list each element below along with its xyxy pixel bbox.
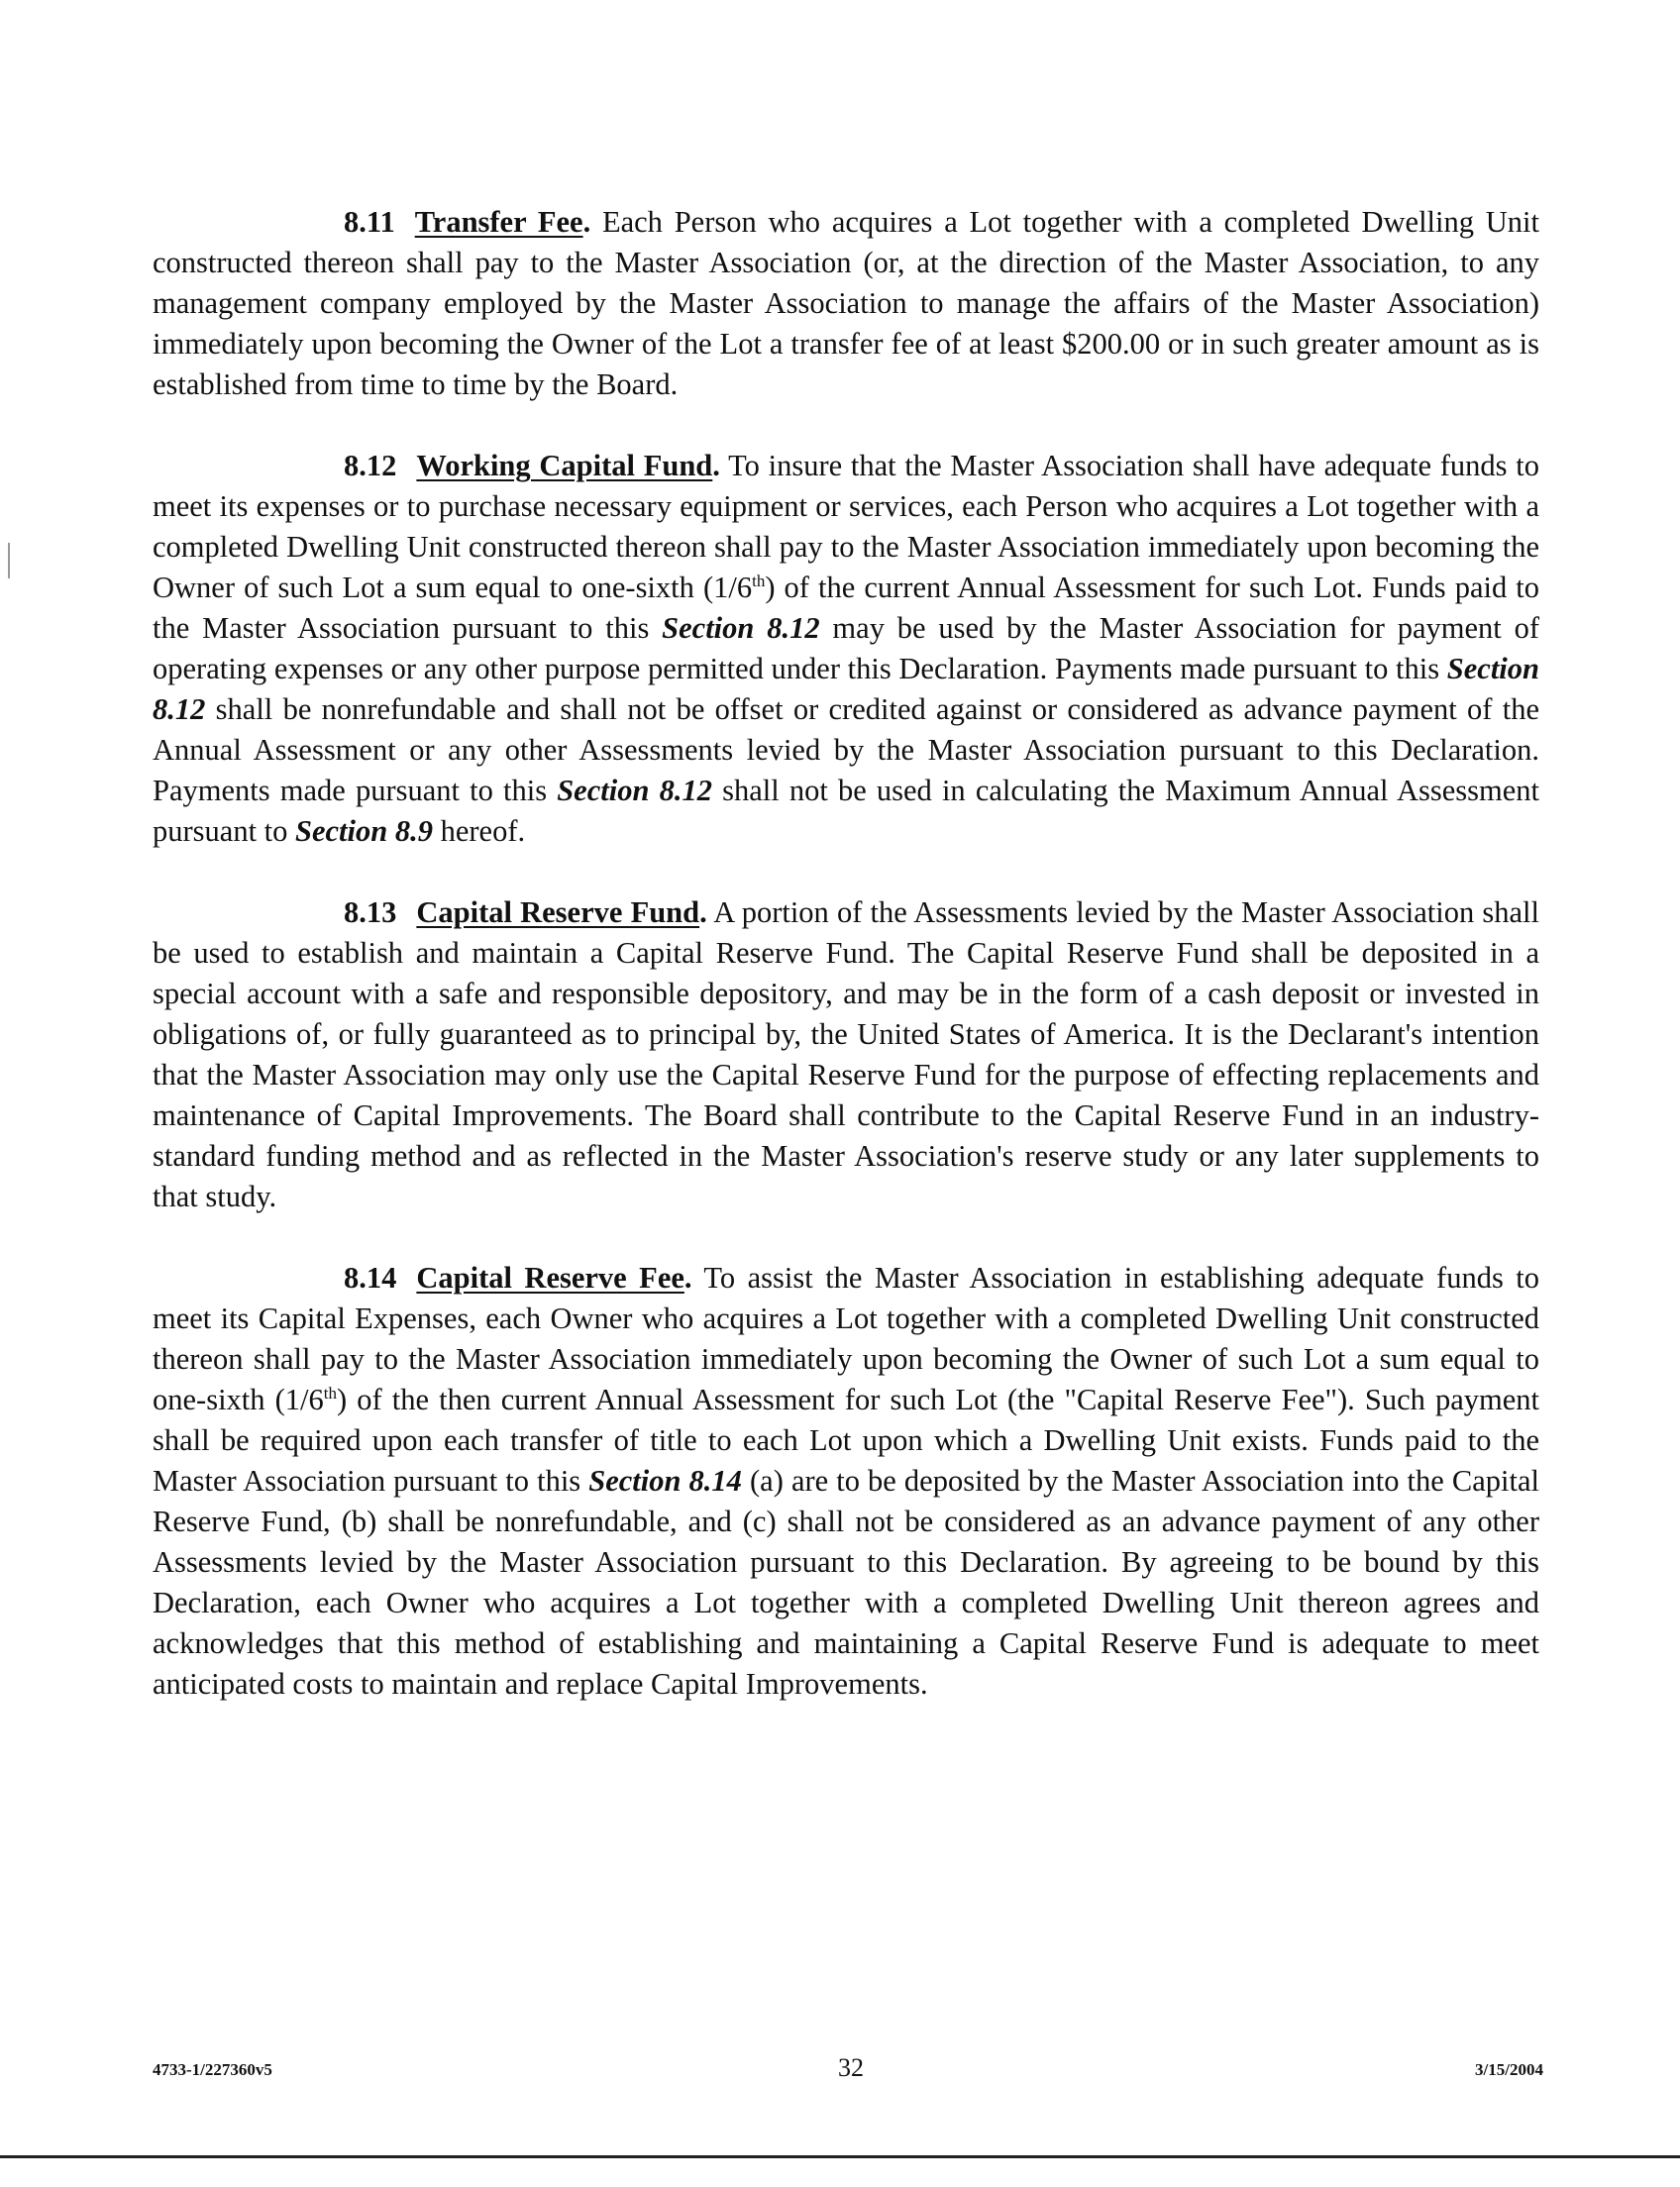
section-8-11: 8.11 Transfer Fee. Each Person who acquires a Lot together with a completed Dwelling Unit constructed thereon shall pay to the Master Association (or, at the direction of the Master Association, to any management company employed by the Master Association to manage the affairs of the Master Association) immediately upon becoming the Owner of the Lot a transfer fee of at least $200.00 or in such greater amount as is established from time to time by the Board. — [153, 205, 1539, 401]
section-number: 8.13 — [344, 895, 397, 929]
footer-date: 3/15/2004 — [1475, 2060, 1543, 2079]
body-text: may be used by the Master Association for payment of operating expenses or any other purpose permitted under this Declaration. Payments made pursuant to this — [153, 611, 1539, 685]
body-text: Each Person who acquires a Lot together with a completed Dwelling Unit constructed thereon shall pay to the Master Association (or, at the direction of the Master Association, to any management company employed by the Master Association to manage the affairs of the Master Association) immediately upon becoming the Owner of the Lot a transfer fee of at least $200.00 or in such greater amount as is established from time to time by the Board. — [153, 205, 1539, 401]
body-text: ) of the then current Annual Assessment for such Lot (the "Capital Reserve Fee"). Such payment shall be required upon each transfer of title to each Lot upon which a Dwelling Unit exists. Funds paid to the Master Association pursuant to this — [153, 1383, 1539, 1498]
section-title: Capital Reserve Fund — [416, 895, 700, 929]
footer-page-number: 32 — [838, 2053, 864, 2082]
section-8-13: 8.13 Capital Reserve Fund. A portion of the Assessments levied by the Master Association shall be used to establish and maintain a Capital Reserve Fund. The Capital Reserve Fund shall be deposited in a special account with a safe and responsible depository, and may be in the form of a cash deposit or invested in obligations of, or fully guaranteed as to principal by, the United States of America. It is the Declarant's intention that the Master Association may only use the Capital Reserve Fund for the purpose of effecting replacements and maintenance of Capital Improvements. The Board shall contribute to the Capital Reserve Fund in an industry-standard funding method and as reflected in the Master Association's reserve study or any later supplements to that study. — [153, 895, 1539, 1213]
body-text: hereof. — [432, 814, 526, 848]
section-reference: Section 8.9 — [295, 814, 433, 848]
body-text: To assist the Master Association in establishing adequate funds to meet its Capital Expenses, each Owner who acquires a Lot together with a completed Dwelling Unit constructed thereon shall pay to the Master Association immediately upon becoming the Owner of such Lot a sum equal to one-sixth (1/6 — [153, 1261, 1539, 1416]
body-text: A portion of the Assessments levied by the Master Association shall be used to establish and maintain a Capital Reserve Fund. The Capital Reserve Fund shall be deposited in a special account with a safe and responsible depository, and may be in the form of a cash deposit or invested in obligations of, or fully guaranteed as to principal by, the United States of America. It is the Declarant's intention that the Master Association may only use the Capital Reserve Fund for the purpose of effecting replacements and maintenance of Capital Improvements. The Board shall contribute to the Capital Reserve Fund in an industry-standard funding method and as reflected in the Master Association's reserve study or any later supplements to that study. — [153, 895, 1539, 1213]
body-text: (a) are to be deposited by the Master Association into the Capital Reserve Fund, (b) shall be nonrefundable, and (c) shall not be considered as an advance payment of any other Assessments levied by the Master Association pursuant to this Declaration. By agreeing to be bound by this Declaration, each Owner who acquires a Lot together with a completed Dwelling Unit thereon agrees and acknowledges that this method of establishing and maintaining a Capital Reserve Fund is adequate to meet anticipated costs to maintain and replace Capital Improvements. — [153, 1464, 1539, 1701]
scan-bottom-rule — [0, 2155, 1680, 2158]
section-number: 8.14 — [344, 1261, 397, 1295]
document-body — [153, 202, 1539, 1745]
footer-doc-id: 4733-1/227360v5 — [153, 2060, 272, 2079]
section-number: 8.12 — [344, 449, 397, 482]
body-text: shall not be used in calculating the Maximum Annual Assessment pursuant to — [153, 774, 1539, 848]
section-reference: Section 8.12 — [662, 611, 820, 645]
body-text: To insure that the Master Association shall have adequate funds to meet its expenses or to purchase necessary equipment or services, each Person who acquires a Lot together with a completed Dwelling Unit constructed thereon shall pay to the Master Association immediately upon becoming the Owner of such Lot a sum equal to one-sixth (1/6 — [153, 449, 1540, 604]
section-title: Capital Reserve Fee — [416, 1261, 684, 1295]
body-text: ) of the current Annual Assessment for such Lot. Funds paid to the Master Association pursuant to this — [153, 571, 1539, 645]
section-reference: Section 8.12 — [153, 652, 1539, 726]
ordinal-superscript: th — [323, 1383, 337, 1403]
section-8-14: 8.14 Capital Reserve Fee. To assist the Master Association in establishing adequate funds to meet its Capital Expenses, each Owner who acquires a Lot together with a completed Dwelling Unit constructed thereon shall pay to the Master Association immediately upon becoming the Owner of such Lot a sum equal to one-sixth (1/6th) of the then current Annual Assessment for such Lot (the "Capital Reserve Fee"). Such payment shall be required upon each transfer of title to each Lot upon which a Dwelling Unit exists. Funds paid to the Master Association pursuant to this Section 8.14 (a) are to be deposited by the Master Association into the Capital Reserve Fund, (b) shall be nonrefundable, and (c) shall not be considered as an advance payment of any other Assessments levied by the Master Association pursuant to this Declaration. By agreeing to be bound by this Declaration, each Owner who acquires a Lot together with a completed Dwelling Unit thereon agrees and acknowledges that this method of establishing and maintaining a Capital Reserve Fund is adequate to meet anticipated costs to maintain and replace Capital Improvements. — [153, 1261, 1539, 1701]
section-title: Transfer Fee — [414, 205, 583, 239]
section-reference: Section 8.14 — [588, 1464, 742, 1498]
ordinal-superscript: th — [752, 571, 766, 590]
scan-margin-mark — [8, 543, 10, 578]
section-8-12: 8.12 Working Capital Fund. To insure that the Master Association shall have adequate funds to meet its expenses or to purchase necessary equipment or services, each Person who acquires a Lot together with a completed Dwelling Unit constructed thereon shall pay to the Master Association immediately upon becoming the Owner of such Lot a sum equal to one-sixth (1/6th) of the current Annual Assessment for such Lot. Funds paid to the Master Association pursuant to this Section 8.12 may be used by the Master Association for payment of operating expenses or any other purpose permitted under this Declaration. Payments made pursuant to this Section 8.12 shall be nonrefundable and shall not be offset or credited against or considered as advance payment of the Annual Assessment or any other Assessments levied by the Master Association pursuant to this Declaration. Payments made pursuant to this Section 8.12 shall not be used in calculating the Maximum Annual Assessment pursuant to Section 8.9 hereof. — [153, 449, 1540, 848]
section-title: Working Capital Fund — [416, 449, 713, 482]
section-number: 8.11 — [344, 205, 395, 239]
section-reference: Section 8.12 — [557, 774, 712, 807]
body-text: shall be nonrefundable and shall not be offset or credited against or considered as advance payment of the Annual Assessment or any other Assessments levied by the Master Association pursuant to this Declaration. Payments made pursuant to this — [153, 692, 1539, 807]
